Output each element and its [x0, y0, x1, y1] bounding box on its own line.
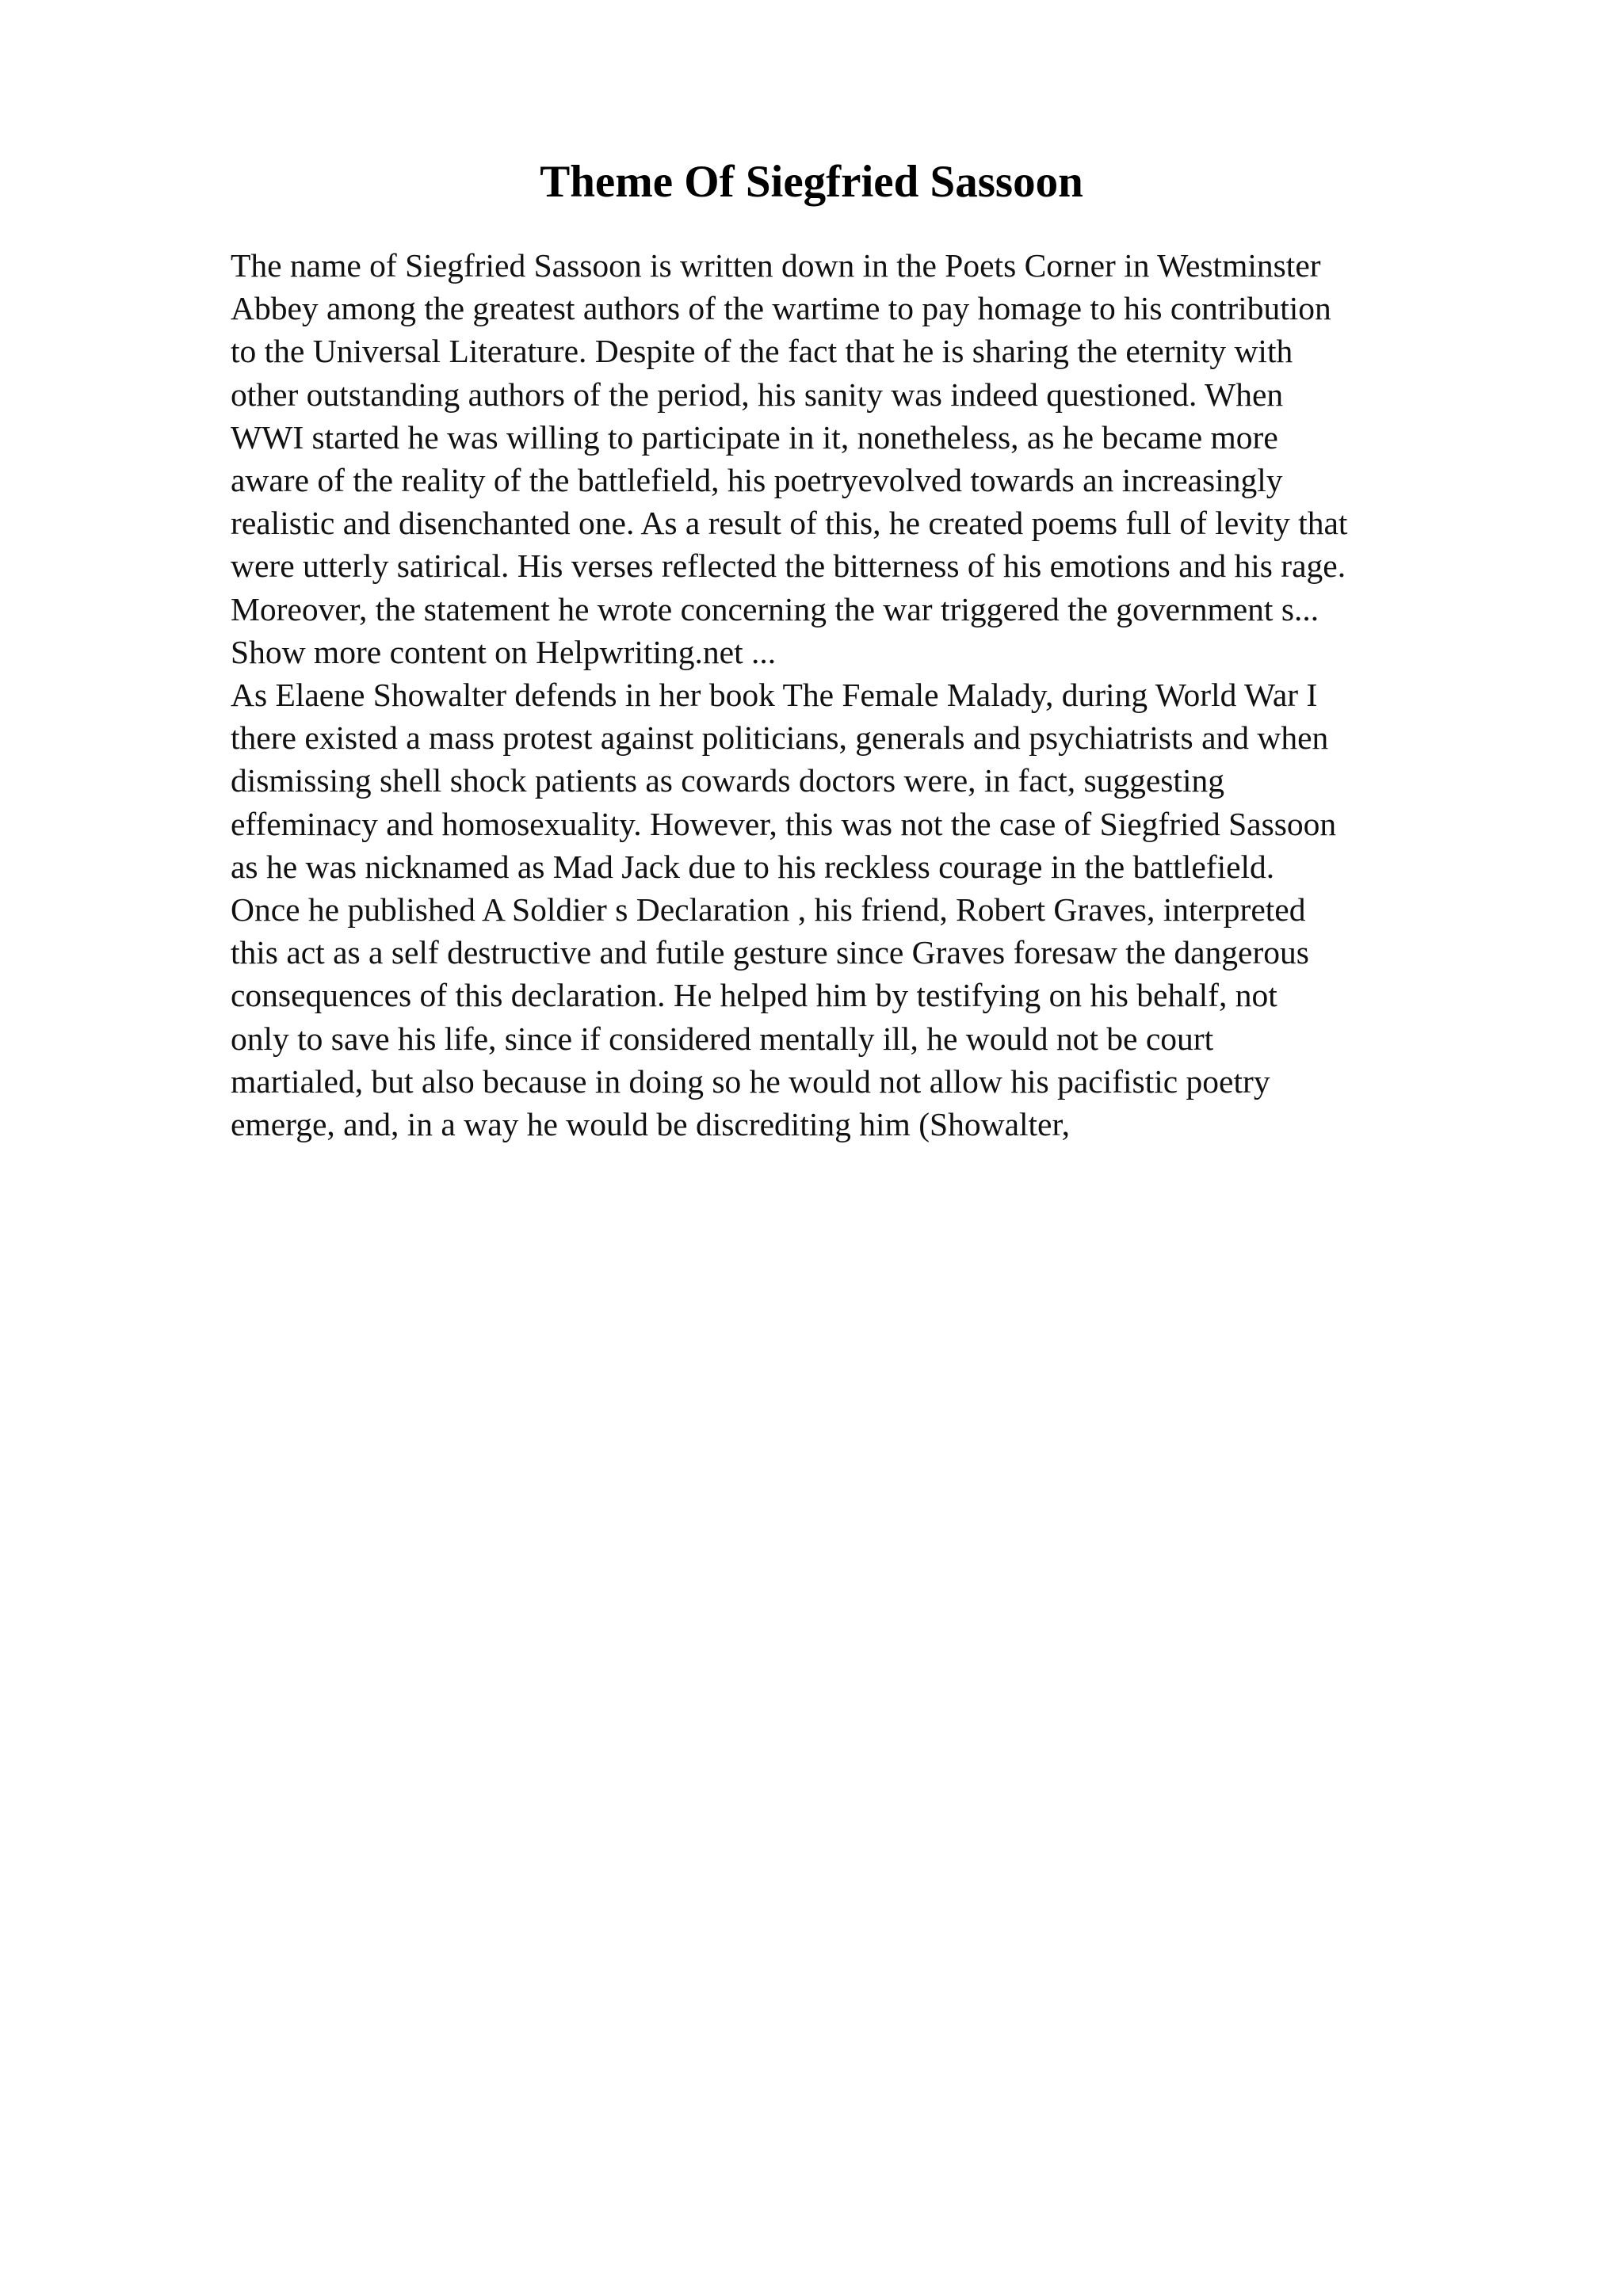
text-line: only to save his life, since if considered mentally ill, he would not be court: [231, 1020, 1214, 1057]
text-line: Abbey among the greatest authors of the wartime to pay homage to his contribution: [231, 290, 1331, 327]
text-line: As Elaene Showalter defends in her book The Female Malady, during World War I: [231, 677, 1318, 714]
text-line: dismissing shell shock patients as cowards doctors were, in fact, suggesting: [231, 762, 1224, 799]
text-line: emerge, and, in a way he would be discrediting him (Showalter,: [231, 1106, 1070, 1143]
text-line: effeminacy and homosexuality. However, this was not the case of Siegfried Sassoon: [231, 805, 1337, 842]
text-line: this act as a self destructive and futile gesture since Graves foresaw the dangerous: [231, 934, 1309, 971]
text-line: martialed, but also because in doing so he would not allow his pacifistic poetry: [231, 1062, 1270, 1100]
text-line: Moreover, the statement he wrote concerning the war triggered the government s...: [231, 590, 1319, 627]
text-line: consequences of this declaration. He helped him by testifying on his behalf, not: [231, 977, 1277, 1014]
text-line: as he was nicknamed as Mad Jack due to his reckless courage in the battlefield.: [231, 848, 1275, 885]
text-line: aware of the reality of the battlefield, his poetryevolved towards an increasingly: [231, 462, 1283, 499]
text-line: to the Universal Literature. Despite of the fact that he is sharing the eternity with: [231, 333, 1293, 370]
text-line: Once he published A Soldier s Declaration , his friend, Robert Graves, interpreted: [231, 891, 1306, 929]
text-line: realistic and disenchanted one. As a result of this, he created poems full of levity that: [231, 505, 1348, 542]
page-title: Theme Of Siegfried Sassoon: [540, 157, 1083, 207]
show-more-line: Show more content on Helpwriting.net ...: [231, 633, 777, 670]
text-line: WWI started he was willing to participate in it, nonetheless, as he became more: [231, 418, 1278, 456]
text-line: were utterly satirical. His verses reflected the bitterness of his emotions and his rage.: [231, 547, 1346, 585]
text-line: The name of Siegfried Sassoon is written down in the Poets Corner in Westminster: [231, 247, 1321, 284]
text-line: other outstanding authors of the period, his sanity was indeed questioned. When: [231, 376, 1284, 413]
body-text: [231, 244, 1610, 1146]
text-line: there existed a mass protest against politicians, generals and psychiatrists and when: [231, 719, 1329, 757]
